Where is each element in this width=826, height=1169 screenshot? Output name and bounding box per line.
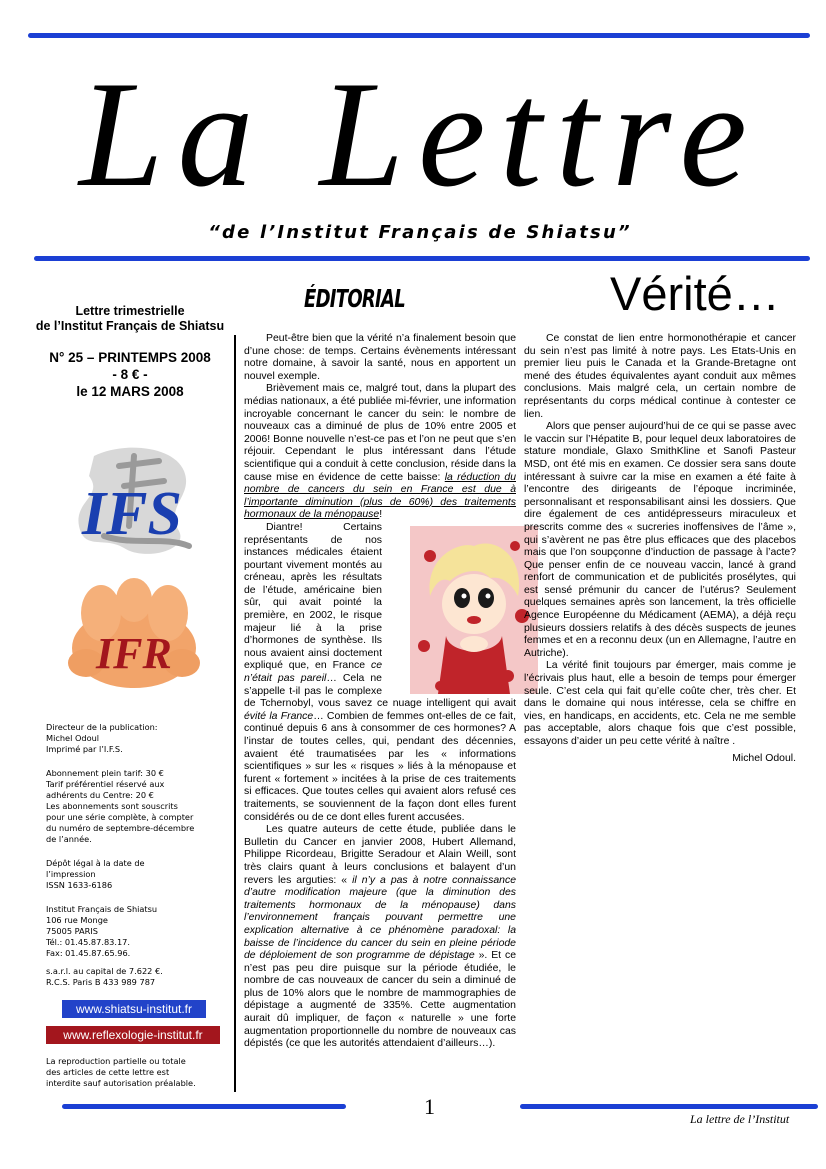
issue-number: N° 25 – PRINTEMPS 2008 [49,350,211,365]
masthead-title: La Lettre [79,50,761,218]
imprint-company: s.a.r.l. au capital de 7.622 €. R.C.S. Paris B 433 989 787 [46,966,163,987]
shiatsu-website-link[interactable]: www.shiatsu-institut.fr [62,1000,206,1018]
paragraph-6: Alors que penser aujourd’hui de ce qui se passe avec le vaccin sur l’Hépatite B, pour lequel deux laboratoires de stature mondiale, Glaxo SmithKline et Sanofi Pasteur MSD, ont été mis en examen. Ce dossier sera sans doute intéressant à suivre car la mise en examen a été faite à l’encontre des dirigeants de l’époque incriminée, personnalisant et responsabilisant ainsi les dossiers. Que dire également de ces antidépresseurs miraculeux et prescrits comme des « sucreries inoffensives de l’âme », qui s’avèrent ne pas être plus efficaces que des placebos mais que l’on soupçonne d’induction de passage à l’acte? Que penser enfin de ce nouveau vaccin, lancé à grand renfort de communication et de publicités prosélytes, qui est sensé prémunir du cancer de l’utérus? Seulement quelques semaines après son lancement, la très officielle Agence Européenne du Médicament (AEMA), a déjà reçu plusieurs dossiers relatifs à des décès suspects de jeunes femmes et en a reconnu deux (un en Allemagne, l’autre en Autriche). [524,421,796,659]
newsletter-publisher: de l’Institut Français de Shiatsu [35,319,225,333]
article-column-1 [244,333,516,1051]
imprint-legal-deposit: Dépôt légal à la date de l’impression ISSN 1633-6186 [46,858,145,890]
imprint-address: Institut Français de Shiatsu 106 rue Monge 75005 PARIS Tél.: 01.45.87.83.17. Fax: 01.45.87.65.96. [46,904,158,958]
footer-title: La lettre de l’Institut [690,1112,790,1126]
ifr-logo [66,578,202,698]
article-signature: Michel Odoul. [732,752,796,764]
paragraph-2: Brièvement mais ce, malgré tout, dans la plupart des médias nationaux, a été publiée mi-février, une information incroyable concernant le cancer du sein: le nombre de nouveaux cas a diminué de plus de 10% entre 2005 et 2006! Bonne nouvelle n’est-ce pas et l’on ne peut que s’en réjouir. Cependant le plus intéressant dans l’étude scientifique qui a conduit à cette conclusion, réside dans la cause mise en évidence de cette baisse: la réduction du nombre de cancers du sein en France est due à l’importante diminution (plus de 60%) des traitements hormonaux de la ménopause! [244,383,516,521]
left-sidebar [28,304,232,400]
issue-price: - 8 € - [112,367,148,382]
top-rule [28,33,810,38]
masthead-subtitle: “de l’Institut Français de Shiatsu” [208,222,632,243]
ifs-logo-text: IFS [82,480,182,548]
paragraph-3: Diantre! Certains représentants de nos instances médicales étaient pourtant vivement montés au créneau, après les résultats de l’étude, américaine bien sûr, qui avait pointé la première, en 2002, le risque majeur lié à la prise d’hormones de synthèse. Ils nous avaient ainsi doctement expliqué que, en France ce n’était pas pareil… Cela ne s’appelle t-il pas le complexe de Tchernobyl, vous savez ce nuage intelligent qui avait évité la France… Combien de femmes ont-elles de ce fait, continué depuis 6 ans à consommer de ces hormones? A l’instar de toutes celles, qui, pendant des décennies, avaient été traumatisées par les « informations scientifiques » sur les « risques » liés à la ménopause et furent « fortement » incitées à la prise de ces traitements si efficaces. Que toutes celles qui avaient alors refusé ces traitements, se souviennent de la façon dont elles furent considérés ou de ce dont elles furent accusées. [244,522,516,824]
imprint-director: Directeur de la publication: Michel Odoul Imprimé par l’I.F.S. [46,722,158,754]
paragraph-1: Peut-être bien que la vérité n’a finalement besoin que d’une chose: de temps. Certains évènements intéressant notre domaine, à savoir la santé, nous en apportent un nouvel exemple. [244,333,516,382]
article-headline: Vérité… [610,267,780,320]
reproduction-notice: La reproduction partielle ou totale des articles de cette lettre est interdite sauf autorisation préalable. [46,1056,196,1088]
imprint-subscription: Abonnement plein tarif: 30 € Tarif préférentiel réservé aux adhérents du Centre: 20 € Les abonnements sont souscrits pour une série complète, à compter du numéro de septembre-décembre de l’année. [46,768,195,844]
issue-date: le 12 MARS 2008 [76,384,184,399]
section-label: ÉDITORIAL [304,284,406,313]
footer-rule-left [62,1104,346,1109]
paragraph-5: Ce constat de lien entre hormonothérapie et cancer du sein n’est pas limité à notre pays. Les Etats-Unis en premier lieu puis le Canada et la Grande-Bretagne ont mené des études équivalentes ayant conduit aux mêmes conclusions. Mais malgré cela, un certain nombre de représentants du corps médical continue à contester ce lien. [524,333,796,420]
header-bottom-rule [34,256,810,261]
reflexologie-website-link[interactable]: www.reflexologie-institut.fr [46,1026,220,1044]
paragraph-7: La vérité finit toujours par émerger, mais comme je l’écrivais plus haut, elle a besoin de temps pour émerger seule. C’est cela qui fait qu’elle coûte cher, très cher. Et dans le domaine qui nous intéresse, cela se chiffre en vies, en handicaps, en accidents, etc. Cela ne me semble pas acceptable, alors chaque fois que c’est possible, essayons d’aider un peu cette vérité à naître . [524,660,796,747]
ifr-logo-text: IFR [96,629,172,678]
ifs-logo [64,436,204,566]
column-divider [234,335,236,1092]
cartoon-illustration [388,526,516,694]
newsletter-frequency: Lettre trimestrielle [75,304,185,318]
footer-rule-right [520,1104,818,1109]
article-column-2 [524,333,796,765]
page-number: 1 [424,1094,435,1119]
paragraph-4: Les quatre auteurs de cette étude, publiée dans le Bulletin du Cancer en janvier 2008, Hubert Allemand, Philippe Ricordeau, Brigitte Seradour et Alain Weill, sont très clairs quant à leurs conclusions et balayent d’un revers les arguties: « il n’y a pas à notre connaissance d’autre modification majeure (que la diminution des traitements hormonaux de la ménopause) dans l’environnement français pouvant permettre une explication alternative à ce phénomène paradoxal: la baisse de l’incidence du cancer du sein en pleine période de déploiement de son programme de dépistage ». Et ce n’est pas peu dire puisque sur la période étudiée, le nombre de cas nouveaux de cancer du sein a diminué de plus de 10% alors que le nombre de mammographies de dépistage a augmenté de 335%. Cette augmentation aurait dû impliquer, de façon « naturelle » une forte augmentation proportionnelle du nombre de nouveaux cas dépistés (ce que les autorités attendaient d’ailleurs…). [244,824,516,1050]
